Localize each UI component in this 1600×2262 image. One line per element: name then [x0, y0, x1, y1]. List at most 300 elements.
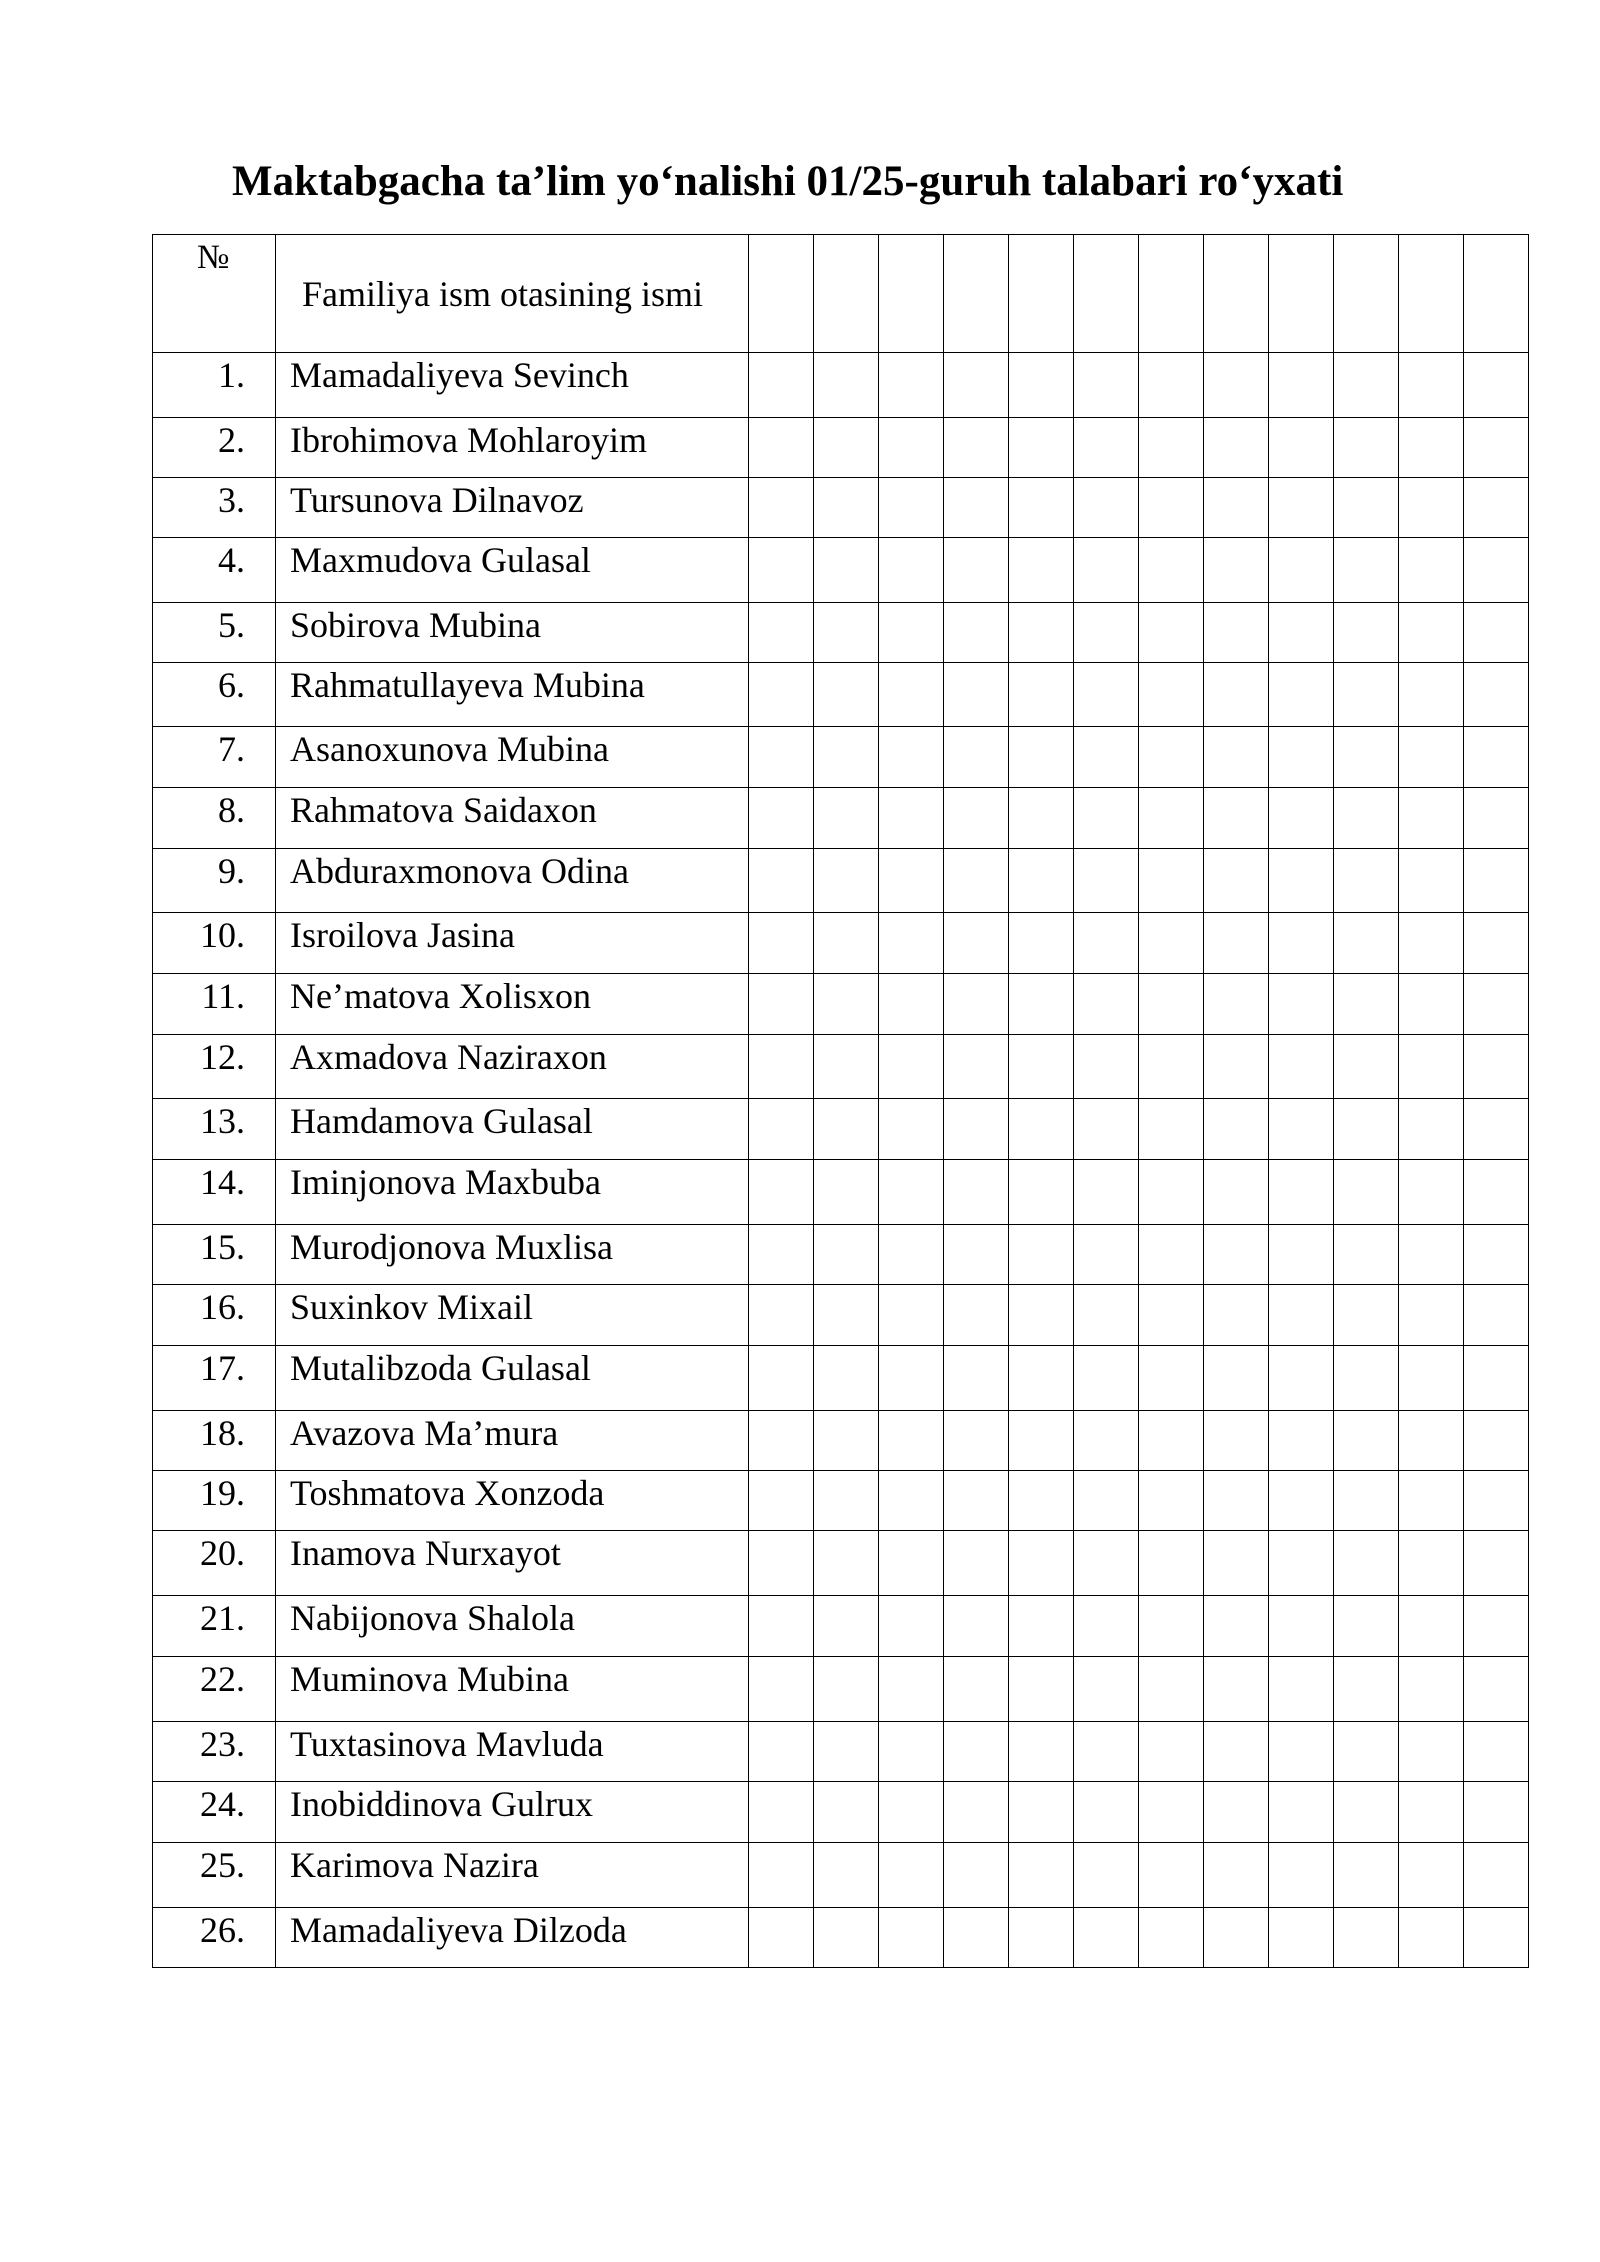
row-number: 4. — [153, 538, 276, 603]
attendance-mark-cell — [1269, 849, 1334, 913]
attendance-mark-cell — [1009, 1225, 1074, 1285]
attendance-mark-cell — [1204, 1843, 1269, 1908]
attendance-mark-cell — [944, 1531, 1009, 1596]
attendance-mark-cell — [749, 1035, 814, 1099]
attendance-mark-cell — [1464, 1346, 1529, 1411]
attendance-mark-cell — [879, 1908, 944, 1968]
student-name: Inobiddinova Gulrux — [276, 1782, 749, 1843]
attendance-mark-cell — [1204, 603, 1269, 663]
attendance-mark-cell — [1204, 1035, 1269, 1099]
student-name: Mutalibzoda Gulasal — [276, 1346, 749, 1411]
table-row — [153, 1657, 1529, 1722]
attendance-mark-cell — [1399, 418, 1464, 478]
attendance-mark-cell — [944, 1843, 1009, 1908]
attendance-mark-cell — [1204, 478, 1269, 538]
attendance-mark-cell — [1334, 663, 1399, 727]
attendance-mark-cell — [1399, 1035, 1464, 1099]
attendance-mark-cell — [1204, 1225, 1269, 1285]
attendance-mark-cell — [1139, 1782, 1204, 1843]
attendance-mark-cell — [1269, 1099, 1334, 1160]
attendance-mark-cell — [944, 478, 1009, 538]
attendance-mark-cell — [1334, 1782, 1399, 1843]
attendance-mark-cell — [814, 1225, 879, 1285]
student-name: Ne’matova Xolisxon — [276, 974, 749, 1035]
attendance-mark-cell — [879, 727, 944, 788]
student-name: Sobirova Mubina — [276, 603, 749, 663]
attendance-mark-cell — [749, 727, 814, 788]
attendance-mark-cell — [749, 353, 814, 418]
attendance-mark-cell — [814, 1471, 879, 1531]
attendance-mark-cell — [1139, 1596, 1204, 1657]
attendance-mark-cell — [879, 1411, 944, 1471]
attendance-mark-cell — [814, 603, 879, 663]
row-number: 8. — [153, 788, 276, 849]
row-number: 9. — [153, 849, 276, 913]
table-row — [153, 603, 1529, 663]
attendance-mark-cell — [1399, 353, 1464, 418]
attendance-mark-cell — [1139, 1225, 1204, 1285]
student-name: Tursunova Dilnavoz — [276, 478, 749, 538]
attendance-mark-cell — [1139, 1346, 1204, 1411]
row-number: 5. — [153, 603, 276, 663]
student-name: Murodjonova Muxlisa — [276, 1225, 749, 1285]
attendance-mark-cell — [1074, 663, 1139, 727]
attendance-mark-cell — [1269, 1285, 1334, 1346]
mark-column-header — [944, 235, 1009, 353]
attendance-mark-cell — [944, 538, 1009, 603]
table-header-row — [153, 235, 1529, 353]
attendance-mark-cell — [749, 1908, 814, 1968]
attendance-mark-cell — [1399, 1596, 1464, 1657]
attendance-mark-cell — [1269, 418, 1334, 478]
student-name: Tuxtasinova Mavluda — [276, 1722, 749, 1782]
attendance-mark-cell — [814, 418, 879, 478]
attendance-mark-cell — [749, 663, 814, 727]
attendance-mark-cell — [1464, 353, 1529, 418]
row-number: 6. — [153, 663, 276, 727]
attendance-mark-cell — [1399, 1782, 1464, 1843]
attendance-mark-cell — [1074, 1471, 1139, 1531]
attendance-mark-cell — [749, 418, 814, 478]
attendance-mark-cell — [1139, 974, 1204, 1035]
attendance-mark-cell — [1009, 913, 1074, 974]
attendance-mark-cell — [1399, 1346, 1464, 1411]
table-body — [153, 353, 1529, 1968]
attendance-mark-cell — [879, 974, 944, 1035]
attendance-mark-cell — [1009, 727, 1074, 788]
student-name: Maxmudova Gulasal — [276, 538, 749, 603]
attendance-mark-cell — [749, 1843, 814, 1908]
attendance-mark-cell — [1139, 1160, 1204, 1225]
attendance-mark-cell — [1204, 1782, 1269, 1843]
row-number: 7. — [153, 727, 276, 788]
student-name: Karimova Nazira — [276, 1843, 749, 1908]
attendance-mark-cell — [1269, 913, 1334, 974]
attendance-mark-cell — [1269, 478, 1334, 538]
attendance-mark-cell — [1009, 1160, 1074, 1225]
attendance-mark-cell — [1334, 1531, 1399, 1596]
student-name: Toshmatova Xonzoda — [276, 1471, 749, 1531]
attendance-mark-cell — [814, 538, 879, 603]
attendance-mark-cell — [814, 353, 879, 418]
row-number: 22. — [153, 1657, 276, 1722]
attendance-mark-cell — [879, 1346, 944, 1411]
attendance-mark-cell — [1399, 1411, 1464, 1471]
attendance-mark-cell — [1464, 663, 1529, 727]
attendance-mark-cell — [1074, 353, 1139, 418]
attendance-mark-cell — [814, 849, 879, 913]
attendance-mark-cell — [879, 1596, 944, 1657]
attendance-mark-cell — [944, 1782, 1009, 1843]
attendance-mark-cell — [1009, 1099, 1074, 1160]
attendance-mark-cell — [944, 974, 1009, 1035]
attendance-mark-cell — [1399, 727, 1464, 788]
attendance-mark-cell — [1464, 1843, 1529, 1908]
table-row — [153, 849, 1529, 913]
row-number: 10. — [153, 913, 276, 974]
attendance-mark-cell — [1399, 1160, 1464, 1225]
attendance-mark-cell — [1139, 1099, 1204, 1160]
attendance-mark-cell — [879, 1531, 944, 1596]
attendance-mark-cell — [749, 1657, 814, 1722]
table-row — [153, 353, 1529, 418]
attendance-mark-cell — [1204, 1596, 1269, 1657]
attendance-mark-cell — [879, 1843, 944, 1908]
attendance-mark-cell — [1009, 1596, 1074, 1657]
attendance-mark-cell — [814, 1160, 879, 1225]
attendance-mark-cell — [1334, 353, 1399, 418]
attendance-mark-cell — [1009, 1346, 1074, 1411]
student-roster-table — [152, 234, 1529, 1968]
attendance-mark-cell — [1009, 1908, 1074, 1968]
attendance-mark-cell — [1074, 1596, 1139, 1657]
attendance-mark-cell — [944, 1099, 1009, 1160]
attendance-mark-cell — [1464, 1099, 1529, 1160]
attendance-mark-cell — [814, 478, 879, 538]
row-number: 1. — [153, 353, 276, 418]
attendance-mark-cell — [1139, 1722, 1204, 1782]
attendance-mark-cell — [879, 478, 944, 538]
attendance-mark-cell — [1269, 1346, 1334, 1411]
attendance-mark-cell — [1464, 1531, 1529, 1596]
table-row — [153, 1411, 1529, 1471]
attendance-mark-cell — [1204, 1657, 1269, 1722]
attendance-mark-cell — [1334, 1160, 1399, 1225]
attendance-mark-cell — [1269, 1531, 1334, 1596]
attendance-mark-cell — [944, 849, 1009, 913]
attendance-mark-cell — [879, 1471, 944, 1531]
attendance-mark-cell — [1399, 1225, 1464, 1285]
attendance-mark-cell — [814, 1843, 879, 1908]
row-number: 23. — [153, 1722, 276, 1782]
attendance-mark-cell — [814, 974, 879, 1035]
attendance-mark-cell — [879, 1225, 944, 1285]
student-name: Rahmatova Saidaxon — [276, 788, 749, 849]
student-name: Ibrohimova Mohlaroyim — [276, 418, 749, 478]
attendance-mark-cell — [1009, 1722, 1074, 1782]
attendance-mark-cell — [1464, 1160, 1529, 1225]
row-number: 3. — [153, 478, 276, 538]
attendance-mark-cell — [1009, 1782, 1074, 1843]
attendance-mark-cell — [1074, 1657, 1139, 1722]
attendance-mark-cell — [1074, 1285, 1139, 1346]
attendance-mark-cell — [1269, 1722, 1334, 1782]
attendance-mark-cell — [944, 1225, 1009, 1285]
student-name: Isroilova Jasina — [276, 913, 749, 974]
row-number: 15. — [153, 1225, 276, 1285]
attendance-mark-cell — [1464, 1035, 1529, 1099]
attendance-mark-cell — [814, 1099, 879, 1160]
attendance-mark-cell — [1334, 1843, 1399, 1908]
attendance-mark-cell — [1334, 1285, 1399, 1346]
row-number: 20. — [153, 1531, 276, 1596]
attendance-mark-cell — [1464, 1722, 1529, 1782]
attendance-mark-cell — [749, 1471, 814, 1531]
table-row — [153, 1531, 1529, 1596]
attendance-mark-cell — [749, 913, 814, 974]
attendance-mark-cell — [1009, 974, 1074, 1035]
attendance-mark-cell — [1139, 418, 1204, 478]
attendance-mark-cell — [1334, 913, 1399, 974]
attendance-mark-cell — [814, 1346, 879, 1411]
attendance-mark-cell — [944, 663, 1009, 727]
attendance-mark-cell — [1464, 913, 1529, 974]
attendance-mark-cell — [944, 1908, 1009, 1968]
attendance-mark-cell — [814, 1285, 879, 1346]
table-row — [153, 418, 1529, 478]
attendance-mark-cell — [1204, 418, 1269, 478]
attendance-mark-cell — [1204, 1285, 1269, 1346]
attendance-mark-cell — [1074, 1225, 1139, 1285]
attendance-mark-cell — [879, 1657, 944, 1722]
attendance-mark-cell — [1009, 353, 1074, 418]
attendance-mark-cell — [1009, 849, 1074, 913]
attendance-mark-cell — [1139, 1285, 1204, 1346]
attendance-mark-cell — [1399, 663, 1464, 727]
attendance-mark-cell — [944, 1346, 1009, 1411]
table-row — [153, 1099, 1529, 1160]
attendance-mark-cell — [1269, 1657, 1334, 1722]
attendance-mark-cell — [1334, 538, 1399, 603]
attendance-mark-cell — [1464, 1411, 1529, 1471]
attendance-mark-cell — [1399, 974, 1464, 1035]
attendance-mark-cell — [1334, 603, 1399, 663]
attendance-mark-cell — [1204, 727, 1269, 788]
attendance-mark-cell — [1074, 849, 1139, 913]
attendance-mark-cell — [749, 1160, 814, 1225]
attendance-mark-cell — [1074, 478, 1139, 538]
table-row — [153, 1782, 1529, 1843]
attendance-mark-cell — [944, 727, 1009, 788]
table-row — [153, 538, 1529, 603]
attendance-mark-cell — [1464, 1657, 1529, 1722]
attendance-mark-cell — [1204, 849, 1269, 913]
attendance-mark-cell — [1009, 663, 1074, 727]
attendance-mark-cell — [1269, 1160, 1334, 1225]
attendance-mark-cell — [879, 1160, 944, 1225]
attendance-mark-cell — [944, 353, 1009, 418]
mark-column-header — [1399, 235, 1464, 353]
attendance-mark-cell — [1074, 1035, 1139, 1099]
mark-column-header — [1074, 235, 1139, 353]
attendance-mark-cell — [1399, 1471, 1464, 1531]
student-name: Rahmatullayeva Mubina — [276, 663, 749, 727]
attendance-mark-cell — [944, 1411, 1009, 1471]
attendance-mark-cell — [814, 663, 879, 727]
attendance-mark-cell — [1139, 353, 1204, 418]
attendance-mark-cell — [1334, 1596, 1399, 1657]
row-number: 16. — [153, 1285, 276, 1346]
attendance-mark-cell — [1269, 1411, 1334, 1471]
attendance-mark-cell — [1074, 788, 1139, 849]
attendance-mark-cell — [1204, 1160, 1269, 1225]
row-number: 24. — [153, 1782, 276, 1843]
attendance-mark-cell — [1399, 478, 1464, 538]
attendance-mark-cell — [1269, 1035, 1334, 1099]
attendance-mark-cell — [1464, 418, 1529, 478]
attendance-mark-cell — [879, 1782, 944, 1843]
table-row — [153, 1285, 1529, 1346]
attendance-mark-cell — [1074, 1531, 1139, 1596]
attendance-mark-cell — [749, 788, 814, 849]
table-row — [153, 1908, 1529, 1968]
attendance-mark-cell — [1074, 1411, 1139, 1471]
attendance-mark-cell — [1139, 727, 1204, 788]
attendance-mark-cell — [879, 538, 944, 603]
row-number: 26. — [153, 1908, 276, 1968]
attendance-mark-cell — [1139, 913, 1204, 974]
attendance-mark-cell — [1334, 1411, 1399, 1471]
attendance-mark-cell — [749, 1782, 814, 1843]
attendance-mark-cell — [879, 1035, 944, 1099]
attendance-mark-cell — [814, 1782, 879, 1843]
attendance-mark-cell — [1269, 1225, 1334, 1285]
attendance-mark-cell — [1074, 418, 1139, 478]
attendance-mark-cell — [749, 538, 814, 603]
attendance-mark-cell — [944, 1035, 1009, 1099]
attendance-mark-cell — [879, 913, 944, 974]
attendance-mark-cell — [1334, 1035, 1399, 1099]
row-number: 21. — [153, 1596, 276, 1657]
row-number: 18. — [153, 1411, 276, 1471]
table-row — [153, 727, 1529, 788]
attendance-mark-cell — [1204, 974, 1269, 1035]
attendance-mark-cell — [944, 1471, 1009, 1531]
attendance-mark-cell — [1464, 1285, 1529, 1346]
attendance-mark-cell — [944, 788, 1009, 849]
row-number: 19. — [153, 1471, 276, 1531]
attendance-mark-cell — [1009, 1471, 1074, 1531]
attendance-mark-cell — [1334, 849, 1399, 913]
attendance-mark-cell — [1204, 1099, 1269, 1160]
attendance-mark-cell — [814, 1722, 879, 1782]
attendance-mark-cell — [1399, 603, 1464, 663]
attendance-mark-cell — [1074, 1782, 1139, 1843]
attendance-mark-cell — [1464, 1908, 1529, 1968]
attendance-mark-cell — [814, 913, 879, 974]
student-name: Mamadaliyeva Sevinch — [276, 353, 749, 418]
attendance-mark-cell — [749, 1531, 814, 1596]
attendance-mark-cell — [749, 974, 814, 1035]
attendance-mark-cell — [1464, 603, 1529, 663]
attendance-mark-cell — [1204, 1908, 1269, 1968]
attendance-mark-cell — [879, 1099, 944, 1160]
attendance-mark-cell — [1074, 1346, 1139, 1411]
attendance-mark-cell — [1464, 788, 1529, 849]
attendance-mark-cell — [749, 1722, 814, 1782]
row-number: 25. — [153, 1843, 276, 1908]
attendance-mark-cell — [814, 788, 879, 849]
table-row — [153, 913, 1529, 974]
attendance-mark-cell — [1204, 788, 1269, 849]
table-row — [153, 1160, 1529, 1225]
attendance-mark-cell — [1269, 974, 1334, 1035]
attendance-mark-cell — [1464, 1471, 1529, 1531]
attendance-mark-cell — [749, 1099, 814, 1160]
attendance-mark-cell — [1399, 538, 1464, 603]
attendance-mark-cell — [1269, 1782, 1334, 1843]
table-row — [153, 1843, 1529, 1908]
attendance-mark-cell — [879, 418, 944, 478]
attendance-mark-cell — [1334, 1908, 1399, 1968]
attendance-mark-cell — [749, 478, 814, 538]
mark-column-header — [1139, 235, 1204, 353]
attendance-mark-cell — [1074, 538, 1139, 603]
attendance-mark-cell — [1464, 538, 1529, 603]
student-name: Asanoxunova Mubina — [276, 727, 749, 788]
row-number: 13. — [153, 1099, 276, 1160]
mark-column-header — [1204, 235, 1269, 353]
attendance-mark-cell — [944, 1160, 1009, 1225]
attendance-mark-cell — [814, 1411, 879, 1471]
table-row — [153, 1596, 1529, 1657]
attendance-mark-cell — [944, 1722, 1009, 1782]
attendance-mark-cell — [1269, 727, 1334, 788]
attendance-mark-cell — [1269, 1843, 1334, 1908]
attendance-mark-cell — [749, 1346, 814, 1411]
mark-column-header — [1334, 235, 1399, 353]
attendance-mark-cell — [814, 1035, 879, 1099]
table-row — [153, 788, 1529, 849]
header-name: Familiya ism otasining ismi — [276, 235, 749, 353]
attendance-mark-cell — [1139, 1035, 1204, 1099]
attendance-mark-cell — [1009, 478, 1074, 538]
student-name: Iminjonova Maxbuba — [276, 1160, 749, 1225]
attendance-mark-cell — [879, 353, 944, 418]
attendance-mark-cell — [1334, 974, 1399, 1035]
attendance-mark-cell — [1399, 1908, 1464, 1968]
student-name: Hamdamova Gulasal — [276, 1099, 749, 1160]
attendance-mark-cell — [1269, 1471, 1334, 1531]
attendance-mark-cell — [1399, 1099, 1464, 1160]
attendance-mark-cell — [1074, 1099, 1139, 1160]
attendance-mark-cell — [1334, 418, 1399, 478]
attendance-mark-cell — [1074, 1722, 1139, 1782]
attendance-mark-cell — [1009, 1035, 1074, 1099]
attendance-mark-cell — [1009, 1285, 1074, 1346]
table-row — [153, 478, 1529, 538]
student-name: Avazova Ma’mura — [276, 1411, 749, 1471]
attendance-mark-cell — [749, 1596, 814, 1657]
attendance-mark-cell — [749, 1411, 814, 1471]
attendance-mark-cell — [749, 603, 814, 663]
attendance-mark-cell — [1009, 1531, 1074, 1596]
attendance-mark-cell — [1204, 913, 1269, 974]
attendance-mark-cell — [1399, 1722, 1464, 1782]
attendance-mark-cell — [1334, 727, 1399, 788]
table-row — [153, 974, 1529, 1035]
attendance-mark-cell — [944, 1657, 1009, 1722]
